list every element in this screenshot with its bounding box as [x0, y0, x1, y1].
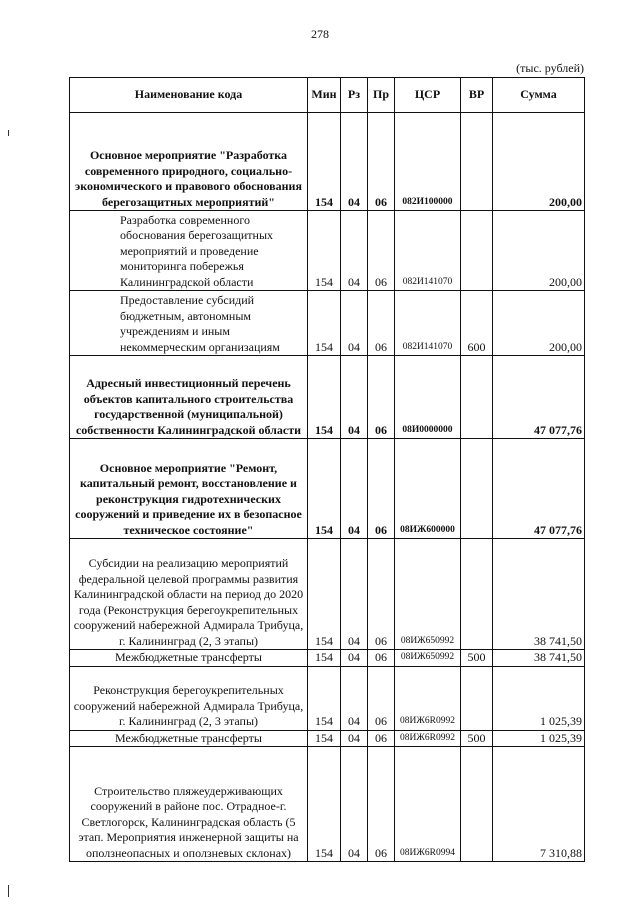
row-min: 154	[308, 291, 341, 356]
row-rz: 04	[341, 291, 368, 356]
row-min: 154	[308, 666, 341, 730]
row-rz: 04	[341, 113, 368, 211]
row-pr: 06	[368, 730, 395, 747]
row-rz: 04	[341, 747, 368, 862]
row-rz: 04	[341, 211, 368, 291]
row-pr: 06	[368, 113, 395, 211]
row-vr	[461, 211, 493, 291]
table-row	[70, 439, 585, 539]
margin-line	[8, 885, 9, 897]
row-vr	[461, 747, 493, 862]
row-rz: 04	[341, 356, 368, 439]
units-label: (тыс. рублей)	[516, 61, 584, 75]
row-csr: 08ИЖ6R0994	[395, 747, 461, 862]
row-vr	[461, 539, 493, 650]
table-row	[70, 211, 585, 291]
row-rz: 04	[341, 730, 368, 747]
row-vr	[461, 666, 493, 730]
row-min: 154	[308, 730, 341, 747]
row-rz: 04	[341, 650, 368, 667]
table-row	[70, 747, 585, 862]
row-vr: 600	[461, 291, 493, 356]
row-sum: 1 025,39	[493, 666, 585, 730]
row-name: Адресный инвестиционный перечень объектов капитального строительства государственной (муниципальной) собственности Калининградской области	[70, 356, 308, 439]
col-header-csr: ЦСР	[395, 78, 461, 113]
row-csr: 08ИЖ650992	[395, 539, 461, 650]
table-row	[70, 730, 585, 747]
col-header-min: Мин	[308, 78, 341, 113]
table-row	[70, 291, 585, 356]
row-pr: 06	[368, 291, 395, 356]
row-csr: 082И141070	[395, 211, 461, 291]
row-sum: 200,00	[493, 291, 585, 356]
row-sum: 1 025,39	[493, 730, 585, 747]
row-sum: 38 741,50	[493, 650, 585, 667]
row-min: 154	[308, 439, 341, 539]
table-row	[70, 539, 585, 650]
table-header-row	[70, 78, 585, 113]
row-min: 154	[308, 747, 341, 862]
row-sum: 38 741,50	[493, 539, 585, 650]
table-row	[70, 650, 585, 667]
row-name: Основное мероприятие "Ремонт, капитальный ремонт, восстановление и реконструкция гидротехнических сооружений и приведение их в безопасное техническое состояние"	[70, 439, 308, 539]
row-min: 154	[308, 211, 341, 291]
row-min: 154	[308, 113, 341, 211]
row-pr: 06	[368, 211, 395, 291]
row-name: Предоставление субсидий бюджетным, автономным учреждениям и иным некоммерческим организациям	[70, 291, 308, 356]
row-name: Основное мероприятие "Разработка современного природного, социально-экономического и правового обоснования берегозащитных мероприятий"	[70, 113, 308, 211]
row-pr: 06	[368, 356, 395, 439]
row-vr: 500	[461, 730, 493, 747]
row-pr: 06	[368, 747, 395, 862]
row-csr: 08ИЖ6R0992	[395, 730, 461, 747]
row-name: Субсидии на реализацию мероприятий федеральной целевой программы развития Калининградской области на период до 2020 года (Реконструкция берегоукрепительных сооружений набережной Адмирала Трибуца, г. Калининград (2, 3 этапы)	[70, 539, 308, 650]
col-header-sum: Сумма	[493, 78, 585, 113]
col-header-pr: Пр	[368, 78, 395, 113]
row-name: Строительство пляжеудерживающих сооружений в районе пос. Отрадное-г. Светлогорск, Калининградская область (5 этап. Мероприятия инженерной защиты на оползнеопасных и оползневых склонах)	[70, 747, 308, 862]
row-min: 154	[308, 650, 341, 667]
row-csr: 08ИЖ6R0992	[395, 666, 461, 730]
row-rz: 04	[341, 666, 368, 730]
row-vr	[461, 356, 493, 439]
table-row	[70, 666, 585, 730]
row-csr: 08ИЖ600000	[395, 439, 461, 539]
margin-line	[8, 130, 9, 136]
row-name: Межбюджетные трансферты	[70, 650, 308, 667]
table-row	[70, 113, 585, 211]
row-name: Разработка современного обоснования берегозащитных мероприятий и проведение мониторинга побережья Калининградской области	[70, 211, 308, 291]
table-row	[70, 356, 585, 439]
row-rz: 04	[341, 439, 368, 539]
row-rz: 04	[341, 539, 368, 650]
row-vr	[461, 439, 493, 539]
row-csr: 082И100000	[395, 113, 461, 211]
row-sum: 47 077,76	[493, 439, 585, 539]
row-name: Реконструкция берегоукрепительных сооружений набережной Адмирала Трибуца, г. Калининград (2, 3 этапы)	[70, 666, 308, 730]
row-vr: 500	[461, 650, 493, 667]
row-pr: 06	[368, 539, 395, 650]
row-csr: 082И141070	[395, 291, 461, 356]
row-min: 154	[308, 356, 341, 439]
budget-table	[69, 77, 585, 862]
row-csr: 08И0000000	[395, 356, 461, 439]
row-pr: 06	[368, 650, 395, 667]
row-sum: 200,00	[493, 211, 585, 291]
row-sum: 7 310,88	[493, 747, 585, 862]
col-header-vr: ВР	[461, 78, 493, 113]
row-sum: 47 077,76	[493, 356, 585, 439]
row-vr	[461, 113, 493, 211]
page-number: 278	[311, 27, 329, 41]
row-pr: 06	[368, 439, 395, 539]
col-header-rz: Рз	[341, 78, 368, 113]
row-name: Межбюджетные трансферты	[70, 730, 308, 747]
row-min: 154	[308, 539, 341, 650]
row-pr: 06	[368, 666, 395, 730]
row-csr: 08ИЖ650992	[395, 650, 461, 667]
col-header-name: Наименование кода	[70, 78, 308, 113]
row-sum: 200,00	[493, 113, 585, 211]
